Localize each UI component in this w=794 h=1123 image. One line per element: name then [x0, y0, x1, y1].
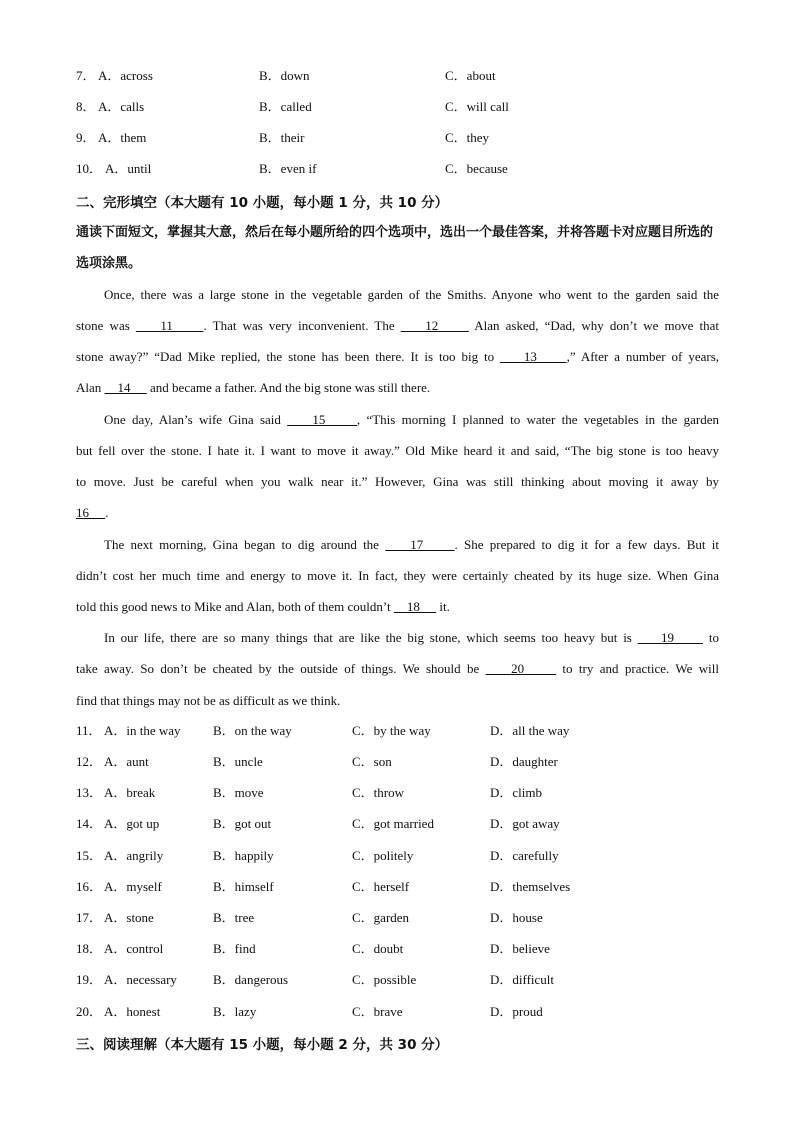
- option-a: A．break: [104, 785, 156, 800]
- blank-16: 16: [76, 505, 106, 520]
- blank-12: 12: [400, 318, 469, 333]
- option-b: B．find: [213, 941, 256, 956]
- option-c: C．because: [445, 161, 508, 176]
- option-b: B．himself: [213, 879, 274, 894]
- passage-line: take away. So don’t be cheated by the outside of things. We should be 20 to try and practice. We will: [76, 661, 719, 676]
- option-a: A．across: [98, 68, 153, 83]
- blank-19: 19: [637, 630, 704, 645]
- question-number: 11．: [76, 723, 102, 738]
- option-d: D．daughter: [490, 754, 558, 769]
- option-b: B．got out: [213, 816, 272, 831]
- passage-line: The next morning, Gina began to dig around the 17 . She prepared to dig it for a few days. But it: [104, 537, 720, 552]
- passage-line: 16 .: [76, 505, 109, 520]
- blank-14: 14: [104, 380, 147, 395]
- option-b: B．lazy: [213, 1004, 257, 1019]
- passage-line: Alan 14 and became a father. And the big stone was still there.: [76, 380, 431, 395]
- section-title: 二、完形填空（本大题有 10 小题，每小题 1 分，共 10 分）: [76, 195, 449, 211]
- question-number: 13．: [76, 785, 103, 800]
- blank-20: 20: [485, 661, 557, 676]
- passage-line: stone was 11 . That was very inconvenient. The 12 Alan asked, “Dad, why don’t we move that: [76, 318, 719, 333]
- section-title: 三、阅读理解（本大题有 15 小题，每小题 2 分，共 30 分）: [76, 1037, 449, 1053]
- question-number: 20．: [76, 1004, 103, 1019]
- option-d: D．carefully: [490, 848, 559, 863]
- option-c: C．brave: [352, 1004, 403, 1019]
- question-number: 8．: [76, 99, 96, 114]
- option-d: D．proud: [490, 1004, 543, 1019]
- question-number: 14．: [76, 816, 103, 831]
- option-a: A．stone: [104, 910, 154, 925]
- option-a: A．in the way: [104, 723, 181, 738]
- option-c: C．will call: [445, 99, 509, 114]
- question-number: 10．: [76, 161, 103, 176]
- option-b: B．on the way: [213, 723, 292, 738]
- option-a: A．them: [98, 130, 147, 145]
- option-c: C．politely: [352, 848, 414, 863]
- option-a: A．aunt: [104, 754, 149, 769]
- option-b: B．dangerous: [213, 972, 289, 987]
- option-a: A．necessary: [104, 972, 177, 987]
- option-d: D．got away: [490, 816, 560, 831]
- passage-line: In our life, there are so many things that are like the big stone, which seems too heavy but is 19 to: [104, 630, 719, 645]
- passage-line: to move. Just be careful when you walk near it.” However, Gina was still thinking about moving it away by: [76, 474, 719, 489]
- passage-line: but fell over the stone. I hate it. I want to move it away.” Old Mike heard it and said, “The big stone is too heavy: [76, 443, 719, 458]
- question-number: 7．: [76, 68, 96, 83]
- question-number: 18．: [76, 941, 103, 956]
- question-number: 17．: [76, 910, 103, 925]
- option-b: B．their: [259, 130, 305, 145]
- option-d: D．all the way: [490, 723, 570, 738]
- question-number: 16．: [76, 879, 103, 894]
- passage-line: One day, Alan’s wife Gina said 15 , “This morning I planned to water the vegetables in the garden: [104, 412, 720, 427]
- option-a: A．until: [105, 161, 152, 176]
- passage-line: Once, there was a large stone in the vegetable garden of the Smiths. Anyone who went to the garden said the: [104, 287, 719, 302]
- blank-11: 11: [135, 318, 204, 333]
- option-d: D．climb: [490, 785, 542, 800]
- question-number: 19．: [76, 972, 103, 987]
- option-c: C．by the way: [352, 723, 431, 738]
- passage-line: find that things may not be as difficult as we think.: [76, 693, 341, 708]
- option-c: C．herself: [352, 879, 410, 894]
- option-c: C．garden: [352, 910, 410, 925]
- option-c: C．doubt: [352, 941, 404, 956]
- option-b: B．called: [259, 99, 312, 114]
- option-c: C．got married: [352, 816, 434, 831]
- option-b: B．happily: [213, 848, 274, 863]
- option-b: B．move: [213, 785, 264, 800]
- option-d: D．difficult: [490, 972, 555, 987]
- option-c: C．they: [445, 130, 490, 145]
- blank-15: 15: [287, 412, 357, 427]
- option-a: A．calls: [98, 99, 145, 114]
- blank-17: 17: [385, 537, 455, 552]
- option-d: D．themselves: [490, 879, 571, 894]
- option-c: C．throw: [352, 785, 405, 800]
- question-number: 15．: [76, 848, 103, 863]
- option-b: B．down: [259, 68, 310, 83]
- question-number: 9．: [76, 130, 96, 145]
- option-c: C．son: [352, 754, 392, 769]
- option-d: D．house: [490, 910, 543, 925]
- option-a: A．control: [104, 941, 164, 956]
- blank-18: 18: [393, 599, 437, 614]
- blank-13: 13: [500, 349, 567, 364]
- passage-line: told this good news to Mike and Alan, both of them couldn’t 18 it.: [76, 599, 450, 614]
- option-c: C．about: [445, 68, 496, 83]
- passage-line: didn’t cost her much time and energy to move it. In fact, they were certainly cheated by its huge size. When Gina: [76, 568, 719, 583]
- option-a: A．honest: [104, 1004, 161, 1019]
- question-number: 12．: [76, 754, 103, 769]
- option-b: B．uncle: [213, 754, 263, 769]
- section-instructions: 通读下面短文，掌握其大意，然后在每小题所给的四个选项中，选出一个最佳答案，并将答题卡对应题目所选的选项涂黑。: [76, 225, 714, 271]
- option-b: B．tree: [213, 910, 255, 925]
- option-a: A．angrily: [104, 848, 164, 863]
- option-a: A．myself: [104, 879, 162, 894]
- option-b: B．even if: [259, 161, 317, 176]
- passage-line: stone away?” “Dad Mike replied, the stone has been there. It is too big to 13 ,” After a number of years,: [76, 349, 719, 364]
- option-a: A．got up: [104, 816, 160, 831]
- option-d: D．believe: [490, 941, 550, 956]
- option-c: C．possible: [352, 972, 417, 987]
